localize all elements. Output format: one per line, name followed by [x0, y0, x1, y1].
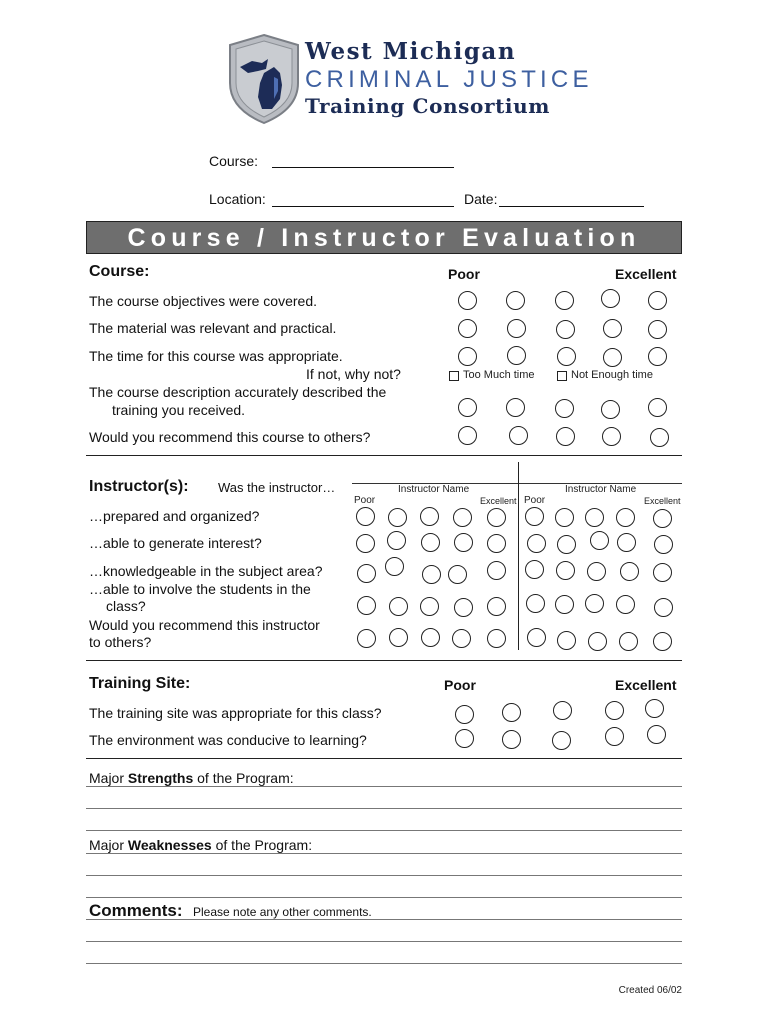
comments-heading: Comments:: [89, 901, 183, 920]
course-time-rating-4[interactable]: [603, 348, 622, 367]
instructor-section-heading: Instructor(s):: [89, 478, 189, 495]
weaknesses-label: Major Weaknesses of the Program:: [89, 837, 313, 853]
course-item-material: The material was relevant and practical.: [89, 320, 337, 336]
instructor-2-involve-rating-3[interactable]: [585, 594, 604, 613]
site-environment-rating-4[interactable]: [605, 727, 624, 746]
site-appropriate-rating-3[interactable]: [553, 701, 572, 720]
instructor-2-involve-rating-5[interactable]: [654, 598, 673, 617]
instructor-1-involve-rating-3[interactable]: [420, 597, 439, 616]
logo-line-3: Training Consortium: [305, 94, 551, 118]
instructor-1-recommend-rating-3[interactable]: [421, 628, 440, 647]
instructor-2-interest-rating-3[interactable]: [590, 531, 609, 550]
instructor-column-divider: [518, 462, 519, 650]
course-description-rating-4[interactable]: [601, 400, 620, 419]
site-poor-label: Poor: [444, 677, 476, 693]
instructor-1-recommend-rating-1[interactable]: [357, 629, 376, 648]
instructor-1-excellent-label: Excellent: [480, 496, 517, 506]
course-description-rating-5[interactable]: [648, 398, 667, 417]
instructor-1-prepared-rating-2[interactable]: [388, 508, 407, 527]
course-item-description: The course description accurately described the: [89, 384, 387, 400]
not-enough-time-label: Not Enough time: [571, 369, 653, 381]
course-description-rating-3[interactable]: [555, 399, 574, 418]
logo-line-1: West Michigan: [305, 38, 517, 65]
course-objectives-rating-1[interactable]: [458, 291, 477, 310]
instructor-2-recommend-rating-1[interactable]: [527, 628, 546, 647]
instructor-2-prepared-rating-2[interactable]: [555, 508, 574, 527]
course-time-rating-3[interactable]: [557, 347, 576, 366]
site-environment-rating-1[interactable]: [455, 729, 474, 748]
location-field-label: Location:: [209, 191, 266, 207]
site-environment-rating-5[interactable]: [647, 725, 666, 744]
course-recommend-rating-3[interactable]: [556, 427, 575, 446]
site-section-heading: Training Site:: [89, 675, 191, 692]
course-item-objectives: The course objectives were covered.: [89, 293, 317, 309]
instructor-2-involve-rating-1[interactable]: [526, 594, 545, 613]
course-objectives-rating-3[interactable]: [555, 291, 574, 310]
site-excellent-label: Excellent: [615, 677, 677, 693]
strengths-line-3[interactable]: [86, 830, 682, 831]
instructor-1-prepared-rating-3[interactable]: [420, 507, 439, 526]
site-appropriate-rating-5[interactable]: [645, 699, 664, 718]
course-excellent-label: Excellent: [615, 266, 677, 282]
date-field-line[interactable]: [499, 206, 644, 207]
form-title: Course / Instructor Evaluation: [86, 221, 682, 254]
instructor-item-knowledgeable: …knowledgeable in the subject area?: [89, 563, 323, 579]
instructor-1-prepared-rating-1[interactable]: [356, 507, 375, 526]
instructor-1-prepared-rating-5[interactable]: [487, 508, 506, 527]
course-objectives-rating-2[interactable]: [506, 291, 525, 310]
instructor-2-recommend-rating-2[interactable]: [557, 631, 576, 650]
instructor-1-name-label: Instructor Name: [398, 484, 470, 495]
instructor-1-prepared-rating-4[interactable]: [453, 508, 472, 527]
course-objectives-rating-5[interactable]: [648, 291, 667, 310]
instructor-2-interest-rating-2[interactable]: [557, 535, 576, 554]
instructor-item-involve: …able to involve the students in the: [89, 581, 311, 597]
instructor-2-involve-rating-2[interactable]: [555, 595, 574, 614]
instructor-section-divider: [86, 660, 682, 661]
instructor-1-knowledge-rating-1[interactable]: [357, 564, 376, 583]
site-item-environment: The environment was conducive to learning?: [89, 732, 367, 748]
course-section-divider: [86, 455, 682, 456]
course-material-rating-1[interactable]: [458, 319, 477, 338]
too-much-time-label: Too Much time: [463, 369, 535, 381]
comments-line-2[interactable]: [86, 941, 682, 942]
instructor-1-recommend-rating-4[interactable]: [452, 629, 471, 648]
course-material-rating-5[interactable]: [648, 320, 667, 339]
site-item-appropriate: The training site was appropriate for this class?: [89, 705, 382, 721]
instructor-item-prepared: …prepared and organized?: [89, 508, 260, 524]
instructor-2-prepared-rating-3[interactable]: [585, 508, 604, 527]
instructor-2-prepared-rating-4[interactable]: [616, 508, 635, 527]
instructor-2-knowledge-rating-4[interactable]: [620, 562, 639, 581]
not-enough-time-checkbox[interactable]: [557, 371, 567, 381]
comments-note: Please note any other comments.: [193, 905, 372, 919]
weaknesses-line-2[interactable]: [86, 875, 682, 876]
location-field-line[interactable]: [272, 206, 454, 207]
course-objectives-rating-4[interactable]: [601, 289, 620, 308]
weaknesses-line-3[interactable]: [86, 897, 682, 898]
course-description-rating-2[interactable]: [506, 398, 525, 417]
instructor-1-involve-rating-2[interactable]: [389, 597, 408, 616]
course-material-rating-4[interactable]: [603, 319, 622, 338]
instructor-2-interest-rating-4[interactable]: [617, 533, 636, 552]
instructor-2-recommend-rating-4[interactable]: [619, 632, 638, 651]
instructor-1-interest-rating-3[interactable]: [421, 533, 440, 552]
instructor-1-knowledge-rating-5[interactable]: [487, 561, 506, 580]
instructor-1-interest-rating-1[interactable]: [356, 534, 375, 553]
course-item-time: The time for this course was appropriate.: [89, 348, 343, 364]
instructor-2-excellent-label: Excellent: [644, 496, 681, 506]
instructor-1-involve-rating-5[interactable]: [487, 597, 506, 616]
weaknesses-line-1[interactable]: [86, 853, 682, 854]
instructor-2-knowledge-rating-2[interactable]: [556, 561, 575, 580]
instructor-1-involve-rating-4[interactable]: [454, 598, 473, 617]
site-environment-rating-3[interactable]: [552, 731, 571, 750]
site-appropriate-rating-4[interactable]: [605, 701, 624, 720]
course-time-rating-2[interactable]: [507, 346, 526, 365]
strengths-label: Major Strengths of the Program:: [89, 770, 294, 786]
course-time-rating-5[interactable]: [648, 347, 667, 366]
course-recommend-rating-5[interactable]: [650, 428, 669, 447]
created-date-footer: Created 06/02: [618, 985, 682, 996]
course-time-rating-1[interactable]: [458, 347, 477, 366]
instructor-2-prepared-rating-5[interactable]: [653, 509, 672, 528]
site-appropriate-rating-2[interactable]: [502, 703, 521, 722]
instructor-item-involve-cont: class?: [106, 598, 146, 614]
course-item-description-cont: training you received.: [112, 402, 246, 418]
instructor-1-knowledge-rating-3[interactable]: [422, 565, 441, 584]
course-description-rating-1[interactable]: [458, 398, 477, 417]
instructor-2-prepared-rating-1[interactable]: [525, 507, 544, 526]
comments-line-3[interactable]: [86, 963, 682, 964]
instructor-2-knowledge-rating-3[interactable]: [587, 562, 606, 581]
instructor-2-recommend-rating-5[interactable]: [653, 632, 672, 651]
instructor-1-recommend-rating-2[interactable]: [389, 628, 408, 647]
instructor-2-involve-rating-4[interactable]: [616, 595, 635, 614]
instructor-1-involve-rating-1[interactable]: [357, 596, 376, 615]
course-field-label: Course:: [209, 153, 259, 169]
course-recommend-rating-4[interactable]: [602, 427, 621, 446]
instructor-item-recommend: Would you recommend this instructor: [89, 617, 320, 633]
instructor-2-interest-rating-1[interactable]: [527, 534, 546, 553]
strengths-line-1[interactable]: [86, 786, 682, 787]
instructor-item-interest: …able to generate interest?: [89, 535, 262, 551]
instructor-2-knowledge-rating-1[interactable]: [525, 560, 544, 579]
instructor-1-recommend-rating-5[interactable]: [487, 629, 506, 648]
course-recommend-rating-2[interactable]: [509, 426, 528, 445]
course-section-heading: Course:: [89, 263, 150, 280]
comments-line-1[interactable]: [86, 919, 682, 920]
course-recommend-rating-1[interactable]: [458, 426, 477, 445]
michigan-shield-badge-icon: [224, 33, 304, 125]
instructor-1-knowledge-rating-4[interactable]: [448, 565, 467, 584]
date-field-label: Date:: [464, 191, 498, 207]
logo-line-2: CRIMINAL JUSTICE: [305, 66, 593, 93]
instructor-2-recommend-rating-3[interactable]: [588, 632, 607, 651]
instructor-1-interest-rating-5[interactable]: [487, 534, 506, 553]
instructor-2-name-label: Instructor Name: [565, 484, 637, 495]
instructor-item-recommend-cont: to others?: [89, 634, 152, 650]
course-item-recommend: Would you recommend this course to others?: [89, 429, 371, 445]
site-section-divider: [86, 758, 682, 759]
instructor-2-poor-label: Poor: [524, 495, 546, 506]
site-environment-rating-2[interactable]: [502, 730, 521, 749]
strengths-line-2[interactable]: [86, 808, 682, 809]
course-material-rating-3[interactable]: [556, 320, 575, 339]
instructor-1-poor-label: Poor: [354, 495, 376, 506]
instructor-1-knowledge-rating-2[interactable]: [385, 557, 404, 576]
course-poor-label: Poor: [448, 266, 480, 282]
instructor-1-interest-rating-4[interactable]: [454, 533, 473, 552]
instructor-prompt: Was the instructor…: [218, 480, 336, 495]
course-material-rating-2[interactable]: [507, 319, 526, 338]
site-appropriate-rating-1[interactable]: [455, 705, 474, 724]
course-field-line[interactable]: [272, 167, 454, 168]
instructor-2-knowledge-rating-5[interactable]: [653, 563, 672, 582]
course-if-not-label: If not, why not?: [306, 366, 401, 382]
instructor-1-interest-rating-2[interactable]: [387, 531, 406, 550]
too-much-time-checkbox[interactable]: [449, 371, 459, 381]
instructor-2-interest-rating-5[interactable]: [654, 535, 673, 554]
